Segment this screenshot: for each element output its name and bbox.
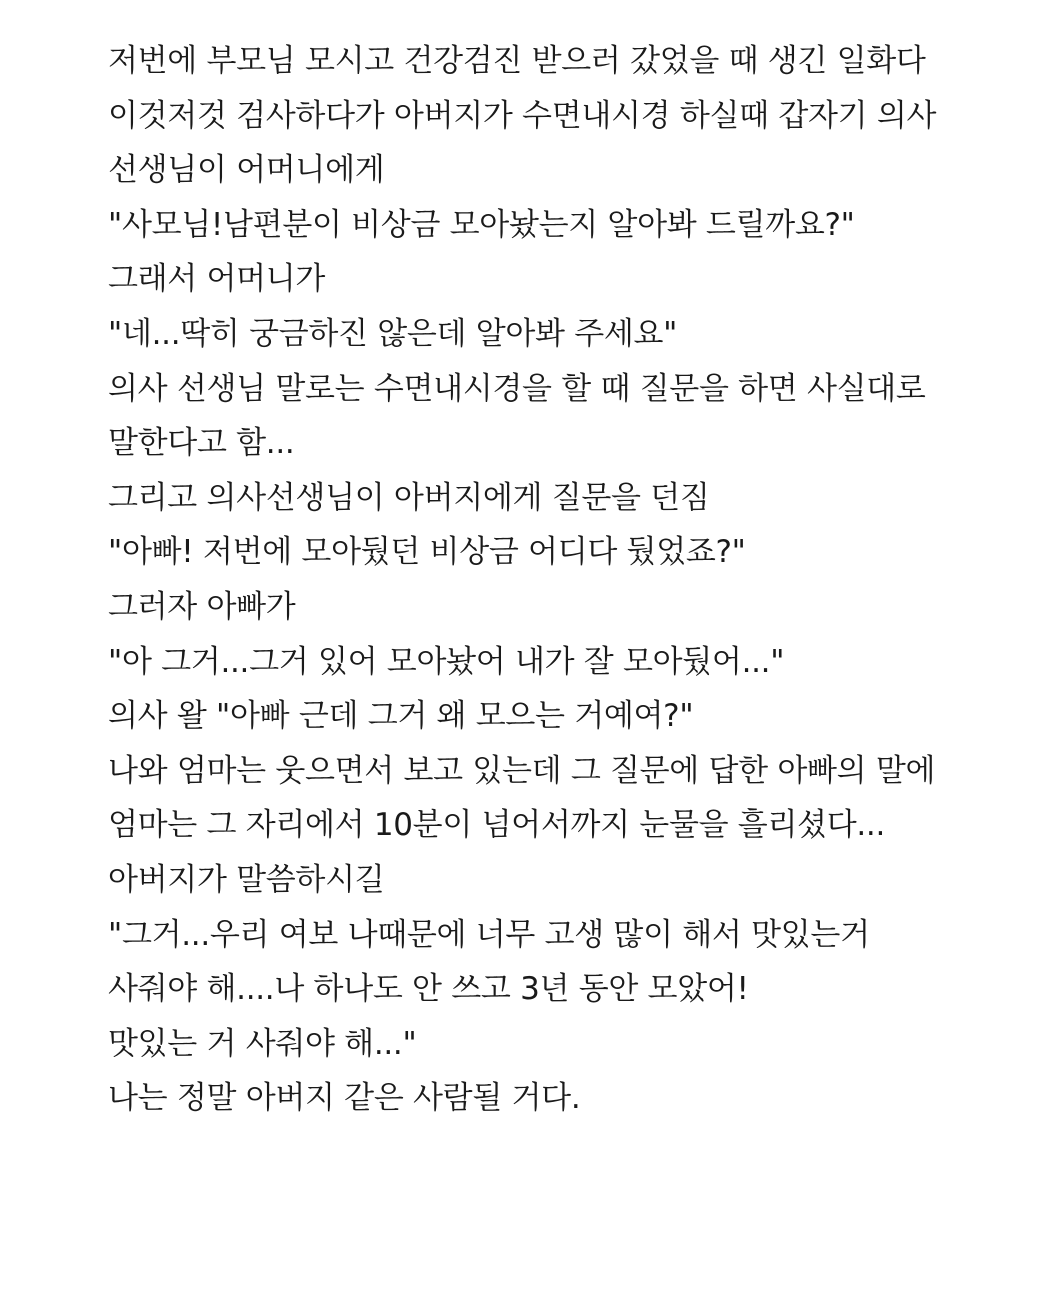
story-text-block [108,34,1038,1126]
story-line: 맛있는 거 사줘야 해..." [108,1025,417,1062]
story-line: 아버지가 말씀하시길 [108,861,385,898]
story-line: "네...딱히 궁금하진 않은데 알아봐 주세요" [108,315,678,352]
story-line: 의사 왈 "아빠 근데 그거 왜 모으는 거예여?" [108,698,694,735]
story-line: 말한다고 함... [108,425,295,462]
story-line: 엄마는 그 자리에서 10분이 넘어서까지 눈물을 흘리셨다... [108,807,886,844]
story-line: "그거...우리 여보 나때문에 너무 고생 많이 해서 맛있는거 [108,916,870,953]
story-line: 의사 선생님 말로는 수면내시경을 할 때 질문을 하면 사실대로 [108,370,926,407]
story-line: "사모님!남편분이 비상금 모아놨는지 알아봐 드릴까요?" [108,206,855,243]
story-line: 선생님이 어머니에게 [108,152,385,189]
story-line: 나와 엄마는 웃으면서 보고 있는데 그 질문에 답한 아빠의 말에 [108,752,936,789]
story-line: 저번에 부모님 모시고 건강검진 받으러 갔었을 때 생긴 일화다 [108,43,926,79]
story-line: 이것저것 검사하다가 아버지가 수면내시경 하실때 갑자기 의사 [108,97,937,134]
story-line: 나는 정말 아버지 같은 사람될 거다. [108,1080,581,1117]
story-line: 그리고 의사선생님이 아버지에게 질문을 던짐 [108,479,710,516]
story-line: 그러자 아빠가 [108,588,296,625]
story-line: 사줘야 해....나 하나도 안 쓰고 3년 동안 모았어! [108,971,749,1008]
story-line: "아빠! 저번에 모아뒀던 비상금 어디다 뒀었죠?" [108,534,746,571]
story-line: "아 그거...그거 있어 모아놨어 내가 잘 모아뒀어..." [108,643,785,680]
story-line: 그래서 어머니가 [108,261,326,298]
